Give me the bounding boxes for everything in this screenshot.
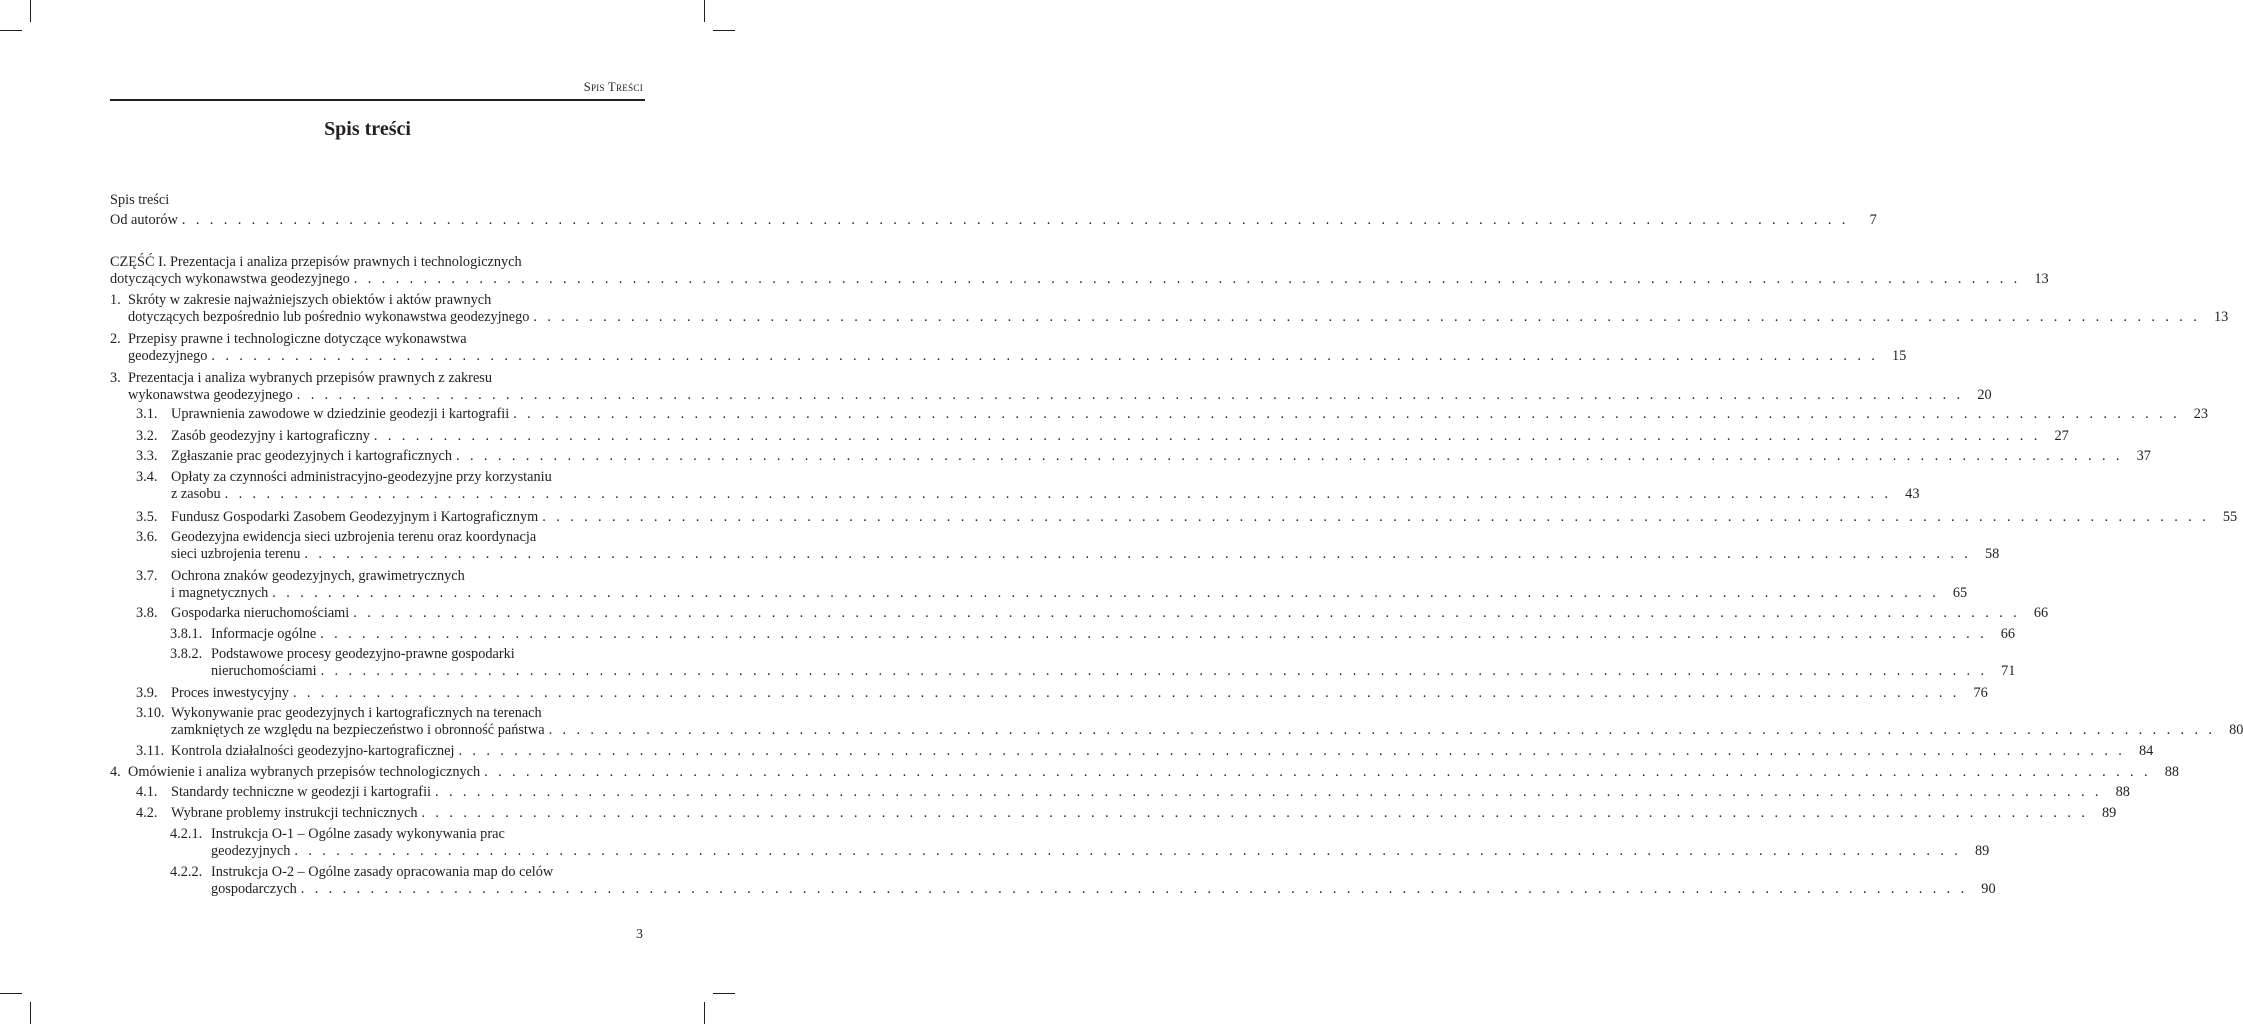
toc-entry — [110, 292, 2229, 326]
toc-entry-title: CZĘŚĆ I. Prezentacja i analiza przepisów prawnych i technologicznych — [110, 254, 522, 270]
dot-leader: . . . . . . . . . . . . . . . . . . . . . . . . . . . . . . . . . . . . . . . . . . . . . . . . . . . . . . . . . . . . . . . . . . . . . . . . . . . . . . . . . . . . . . . . . . . . . . . . . . . . . . . . . . . . . . . . . . . . . . . . — [373, 428, 2041, 444]
toc-entry-number: 3.7. — [136, 568, 158, 584]
crop-mark — [704, 1002, 705, 1024]
toc-entry-title: Wykonywanie prac geodezyjnych i kartograficznych na terenach — [171, 705, 542, 721]
toc-entry-number: 3.8.2. — [170, 646, 203, 662]
toc-entry — [110, 626, 2016, 643]
toc-entry — [110, 529, 2000, 563]
dot-leader: . . . . . . . . . . . . . . . . . . . . . . . . . . . . . . . . . . . . . . . . . . . . . . . . . . . . . . . . . . . . . . . . . . . . . . . . . . . . . . . . . . . . . . . . . . . . . . . . . . . . . . . . . . . . . . . . . . . . . . . . — [421, 805, 2089, 821]
toc-entry — [110, 764, 2179, 781]
dot-leader: . . . . . . . . . . . . . . . . . . . . . . . . . . . . . . . . . . . . . . . . . . . . . . . . . . . . . . . . . . . . . . . . . . . . . . . . . . . . . . . . . . . . . . . . . . . . . . . . . . . . . . . . . . . . . . . . . . . . . . . . — [296, 387, 1964, 403]
toc-entry-page: 43 — [1905, 486, 1920, 502]
toc-entry-title: geodezyjnych — [211, 843, 291, 859]
toc-entry-title: Geodezyjna ewidencja sieci uzbrojenia terenu oraz koordynacja — [171, 529, 537, 545]
dot-leader: . . . . . . . . . . . . . . . . . . . . . . . . . . . . . . . . . . . . . . . . . . . . . . . . . . . . . . . . . . . . . . . . . . . . . . . . . . . . . . . . . . . . . . . . . . . . . . . . . . . . . . . . . . . . . . . . . . . . . . . . — [484, 764, 2151, 780]
toc-entry — [110, 685, 1988, 702]
dot-leader: . . . . . . . . . . . . . . . . . . . . . . . . . . . . . . . . . . . . . . . . . . . . . . . . . . . . . . . . . . . . . . . . . . . . . . . . . . . . . . . . . . . . . . . . . . . . . . . . . . . . . . . . . . . . . . . . . . . . . . . . — [181, 212, 1849, 228]
toc-entry-page: 90 — [1981, 881, 1996, 897]
toc-entry-page: 7 — [1869, 212, 1877, 228]
toc-entry-title: z zasobu — [171, 486, 221, 502]
toc-entry-title: Proces inwestycyjny — [171, 685, 289, 701]
toc-entry-title: Zgłaszanie prac geodezyjnych i kartograficznych — [171, 448, 453, 464]
toc-entry-title: i magnetycznych — [171, 585, 269, 601]
toc-entry — [110, 605, 2049, 622]
dot-leader: . . . . . . . . . . . . . . . . . . . . . . . . . . . . . . . . . . . . . . . . . . . . . . . . . . . . . . . . . . . . . . . . . . . . . . . . . . . . . . . . . . . . . . . . . . . . . . . . . . . . . . . . . . . . . . . . . . . . . . . . — [513, 406, 2181, 422]
toc-entry-title: Podstawowe procesy geodezyjno-prawne gospodarki — [211, 646, 515, 662]
toc-entry-number: 3.1. — [136, 406, 158, 422]
toc-entry-title: Gospodarka nieruchomościami — [171, 605, 350, 621]
toc-entry — [110, 428, 2069, 445]
toc-entry — [110, 864, 1996, 898]
toc-entry-page: 66 — [2033, 605, 2049, 621]
toc-entry-title: Skróty w zakresie najważniejszych obiektów i aktów prawnych — [128, 292, 492, 308]
toc-entry — [110, 469, 1920, 503]
toc-entry-number: 4.2.1. — [170, 826, 203, 842]
dot-leader: . . . . . . . . . . . . . . . . . . . . . . . . . . . . . . . . . . . . . . . . . . . . . . . . . . . . . . . . . . . . . . . . . . . . . . . . . . . . . . . . . . . . . . . . . . . . . . . . . . . . . . . . . . . . . . . . . . . . . . . . — [211, 348, 1879, 364]
toc-entry — [110, 784, 2130, 801]
toc-entry-number: 4.1. — [136, 784, 158, 800]
toc-entry-page: 58 — [1984, 546, 2000, 562]
dot-leader: . . . . . . . . . . . . . . . . . . . . . . . . . . . . . . . . . . . . . . . . . . . . . . . . . . . . . . . . . . . . . . . . . . . . . . . . . . . . . . . . . . . . . . . . . . . . . . . . . . . . . . . . . . . . . . . . . . . . . . . . — [435, 784, 2102, 800]
dot-leader: . . . . . . . . . . . . . . . . . . . . . . . . . . . . . . . . . . . . . . . . . . . . . . . . . . . . . . . . . . . . . . . . . . . . . . . . . . . . . . . . . . . . . . . . . . . . . . . . . . . . . . . . . . . . . . . . . . . . . . . . — [272, 585, 1940, 601]
toc-entry-page: 66 — [2000, 626, 2016, 642]
toc-entry — [110, 448, 2151, 465]
crop-mark — [0, 30, 22, 31]
toc-entry-title: Omówienie i analiza wybranych przepisów technologicznych — [128, 764, 481, 780]
toc-entry — [110, 254, 2049, 288]
toc-entry-page: 23 — [2193, 406, 2209, 422]
toc-entry-title: Zasób geodezyjny i kartograficzny — [171, 428, 370, 444]
toc-entry-number: 3.9. — [136, 685, 158, 701]
toc-entry — [110, 568, 1968, 602]
toc-entry — [110, 406, 2209, 423]
toc-entry-page: 88 — [2164, 764, 2179, 780]
toc-entry-title: Wybrane problemy instrukcji technicznych — [171, 805, 418, 821]
dot-leader: . . . . . . . . . . . . . . . . . . . . . . . . . . . . . . . . . . . . . . . . . . . . . . . . . . . . . . . . . . . . . . . . . . . . . . . . . . . . . . . . . . . . . . . . . . . . . . . . . . . . . . . . . . . . . . . . . . . . . . . . — [300, 881, 1968, 897]
dot-leader: . . . . . . . . . . . . . . . . . . . . . . . . . . . . . . . . . . . . . . . . . . . . . . . . . . . . . . . . . . . . . . . . . . . . . . . . . . . . . . . . . . . . . . . . . . . . . . . . . . . . . . . . . . . . . . . . . . . . . . . . — [533, 309, 2201, 325]
toc-entry — [110, 509, 2238, 526]
toc-entry — [110, 743, 2154, 760]
toc-entry-number: 3.8.1. — [170, 626, 203, 642]
toc-entry-page: 15 — [1891, 348, 1907, 364]
toc-entry-title: Standardy techniczne w geodezji i kartografii — [171, 784, 432, 800]
toc-entry-number: 1. — [110, 292, 121, 308]
toc-entry-number: 4.2.2. — [170, 864, 203, 880]
dot-leader: . . . . . . . . . . . . . . . . . . . . . . . . . . . . . . . . . . . . . . . . . . . . . . . . . . . . . . . . . . . . . . . . . . . . . . . . . . . . . . . . . . . . . . . . . . . . . . . . . . . . . . . . . . . . . . . . . . . . . . . . — [353, 271, 2021, 287]
toc-entry-number: 3.8. — [136, 605, 158, 621]
dot-leader: . . . . . . . . . . . . . . . . . . . . . . . . . . . . . . . . . . . . . . . . . . . . . . . . . . . . . . . . . . . . . . . . . . . . . . . . . . . . . . . . . . . . . . . . . . . . . . . . . . . . . . . . . . . . . . . . . . . . . . . . — [458, 743, 2126, 759]
toc-entry-title: Od autorów — [110, 212, 178, 228]
toc-entry-page: 71 — [2001, 663, 2016, 679]
toc-entry-title: gospodarczych — [211, 881, 297, 897]
toc-entry-title: Opłaty za czynności administracyjno-geodezyjne przy korzystaniu — [171, 469, 552, 485]
toc-entry-title: Kontrola działalności geodezyjno-kartograficznej — [171, 743, 455, 759]
toc-entry-title: Spis treści — [110, 192, 170, 208]
toc-entry-title: wykonawstwa geodezyjnego — [128, 387, 293, 403]
toc-entry — [110, 331, 1907, 365]
crop-mark — [30, 1002, 31, 1024]
toc-entry-title: Instrukcja O-1 – Ogólne zasady wykonywania prac — [211, 826, 505, 842]
dot-leader: . . . . . . . . . . . . . . . . . . . . . . . . . . . . . . . . . . . . . . . . . . . . . . . . . . . . . . . . . . . . . . . . . . . . . . . . . . . . . . . . . . . . . . . . . . . . . . . . . . . . . . . . . . . . . . . . . . . . . . . . — [456, 448, 2123, 464]
toc-entry-number: 2. — [110, 331, 121, 347]
dot-leader: . . . . . . . . . . . . . . . . . . . . . . . . . . . . . . . . . . . . . . . . . . . . . . . . . . . . . . . . . . . . . . . . . . . . . . . . . . . . . . . . . . . . . . . . . . . . . . . . . . . . . . . . . . . . . . . . . . . . . . . . — [542, 509, 2210, 525]
page-number: 3 — [636, 927, 643, 942]
toc-entry-page: 84 — [2138, 743, 2154, 759]
toc-entry-page: 89 — [2102, 805, 2117, 821]
toc-entry-page: 76 — [1973, 685, 1988, 701]
toc-entry-title: geodezyjnego — [128, 348, 208, 364]
page-title: Spis treści — [324, 118, 411, 140]
dot-leader: . . . . . . . . . . . . . . . . . . . . . . . . . . . . . . . . . . . . . . . . . . . . . . . . . . . . . . . . . . . . . . . . . . . . . . . . . . . . . . . . . . . . . . . . . . . . . . . . . . . . . . . . . . . . . . . . . . . . . . . . — [292, 685, 1960, 701]
toc-entry-page: 55 — [2222, 509, 2238, 525]
toc-entry-page: 37 — [2136, 448, 2151, 464]
toc-entry — [110, 826, 1990, 860]
toc-entry-number: 3.3. — [136, 448, 158, 464]
toc-entry — [110, 212, 1877, 229]
toc-entry-title: sieci uzbrojenia terenu — [171, 546, 301, 562]
toc-entry-number: 3.5. — [136, 509, 158, 525]
dot-leader: . . . . . . . . . . . . . . . . . . . . . . . . . . . . . . . . . . . . . . . . . . . . . . . . . . . . . . . . . . . . . . . . . . . . . . . . . . . . . . . . . . . . . . . . . . . . . . . . . . . . . . . . . . . . . . . . . . . . . . . . — [294, 843, 1962, 859]
toc-entry — [110, 370, 1992, 404]
toc-entry-page: 20 — [1977, 387, 1992, 403]
running-head: Spis Treści — [583, 80, 643, 94]
toc-entry-title: dotyczących wykonawstwa geodezyjnego — [110, 271, 350, 287]
toc-entry-number: 4. — [110, 764, 121, 780]
toc-entry-title: Ochrona znaków geodezyjnych, grawimetrycznych — [171, 568, 465, 584]
dot-leader: . . . . . . . . . . . . . . . . . . . . . . . . . . . . . . . . . . . . . . . . . . . . . . . . . . . . . . . . . . . . . . . . . . . . . . . . . . . . . . . . . . . . . . . . . . . . . . . . . . . . . . . . . . . . . . . . . . . . . . . . — [224, 486, 1892, 502]
toc-entry-page: 88 — [2115, 784, 2130, 800]
toc-entry-page: 13 — [2213, 309, 2229, 325]
toc-entry-title: Uprawnienia zawodowe w dziedzinie geodezji i kartografii — [171, 406, 510, 422]
toc-entry-number: 3. — [110, 370, 121, 386]
toc-entry-number: 3.6. — [136, 529, 158, 545]
crop-mark — [704, 0, 705, 22]
toc-entry-page: 65 — [1952, 585, 1968, 601]
toc-entry-page: 13 — [2034, 271, 2049, 287]
crop-mark — [0, 993, 22, 994]
toc-entry-title: Prezentacja i analiza wybranych przepisów prawnych z zakresu — [128, 370, 492, 386]
toc-entry — [110, 805, 2117, 822]
toc-entry-number: 3.11. — [136, 743, 165, 759]
toc-entry-number: 3.2. — [136, 428, 158, 444]
toc-entry-title: Instrukcja O-2 – Ogólne zasady opracowania map do celów — [211, 864, 554, 880]
toc-entry — [110, 705, 2243, 739]
toc-entry-title: zamkniętych ze względu na bezpieczeństwo i obronność państwa — [171, 722, 545, 738]
toc-entry-title: Przepisy prawne i technologiczne dotyczące wykonawstwa — [128, 331, 467, 347]
header-rule — [110, 99, 645, 101]
toc-entry-number: 3.10. — [136, 705, 165, 721]
toc-entry — [110, 646, 2016, 680]
dot-leader: . . . . . . . . . . . . . . . . . . . . . . . . . . . . . . . . . . . . . . . . . . . . . . . . . . . . . . . . . . . . . . . . . . . . . . . . . . . . . . . . . . . . . . . . . . . . . . . . . . . . . . . . . . . . . . . . . . . . . . . . — [320, 663, 1988, 679]
toc-entry — [110, 192, 644, 209]
dot-leader: . . . . . . . . . . . . . . . . . . . . . . . . . . . . . . . . . . . . . . . . . . . . . . . . . . . . . . . . . . . . . . . . . . . . . . . . . . . . . . . . . . . . . . . . . . . . . . . . . . . . . . . . . . . . . . . . . . . . . . . . — [304, 546, 1972, 562]
crop-mark — [713, 30, 735, 31]
toc-entry-title: nieruchomościami — [211, 663, 317, 679]
toc-entry-page: 89 — [1974, 843, 1990, 859]
toc-entry-title: Informacje ogólne — [211, 626, 317, 642]
toc-entry-number: 3.4. — [136, 469, 158, 485]
dot-leader: . . . . . . . . . . . . . . . . . . . . . . . . . . . . . . . . . . . . . . . . . . . . . . . . . . . . . . . . . . . . . . . . . . . . . . . . . . . . . . . . . . . . . . . . . . . . . . . . . . . . . . . . . . . . . . . . . . . . . . . . — [548, 722, 2216, 738]
toc-entry-title: Fundusz Gospodarki Zasobem Geodezyjnym i Kartograficznym — [171, 509, 539, 525]
toc-entry-number: 4.2. — [136, 805, 158, 821]
toc-entry-title: dotyczących bezpośrednio lub pośrednio wykonawstwa geodezyjnego — [128, 309, 530, 325]
dot-leader: . . . . . . . . . . . . . . . . . . . . . . . . . . . . . . . . . . . . . . . . . . . . . . . . . . . . . . . . . . . . . . . . . . . . . . . . . . . . . . . . . . . . . . . . . . . . . . . . . . . . . . . . . . . . . . . . . . . . . . . . — [320, 626, 1988, 642]
toc-entry-page: 27 — [2054, 428, 2069, 444]
crop-mark — [30, 0, 31, 22]
toc-entry-page: 80 — [2229, 722, 2243, 738]
crop-mark — [713, 993, 735, 994]
dot-leader: . . . . . . . . . . . . . . . . . . . . . . . . . . . . . . . . . . . . . . . . . . . . . . . . . . . . . . . . . . . . . . . . . . . . . . . . . . . . . . . . . . . . . . . . . . . . . . . . . . . . . . . . . . . . . . . . . . . . . . . . — [353, 605, 2021, 621]
